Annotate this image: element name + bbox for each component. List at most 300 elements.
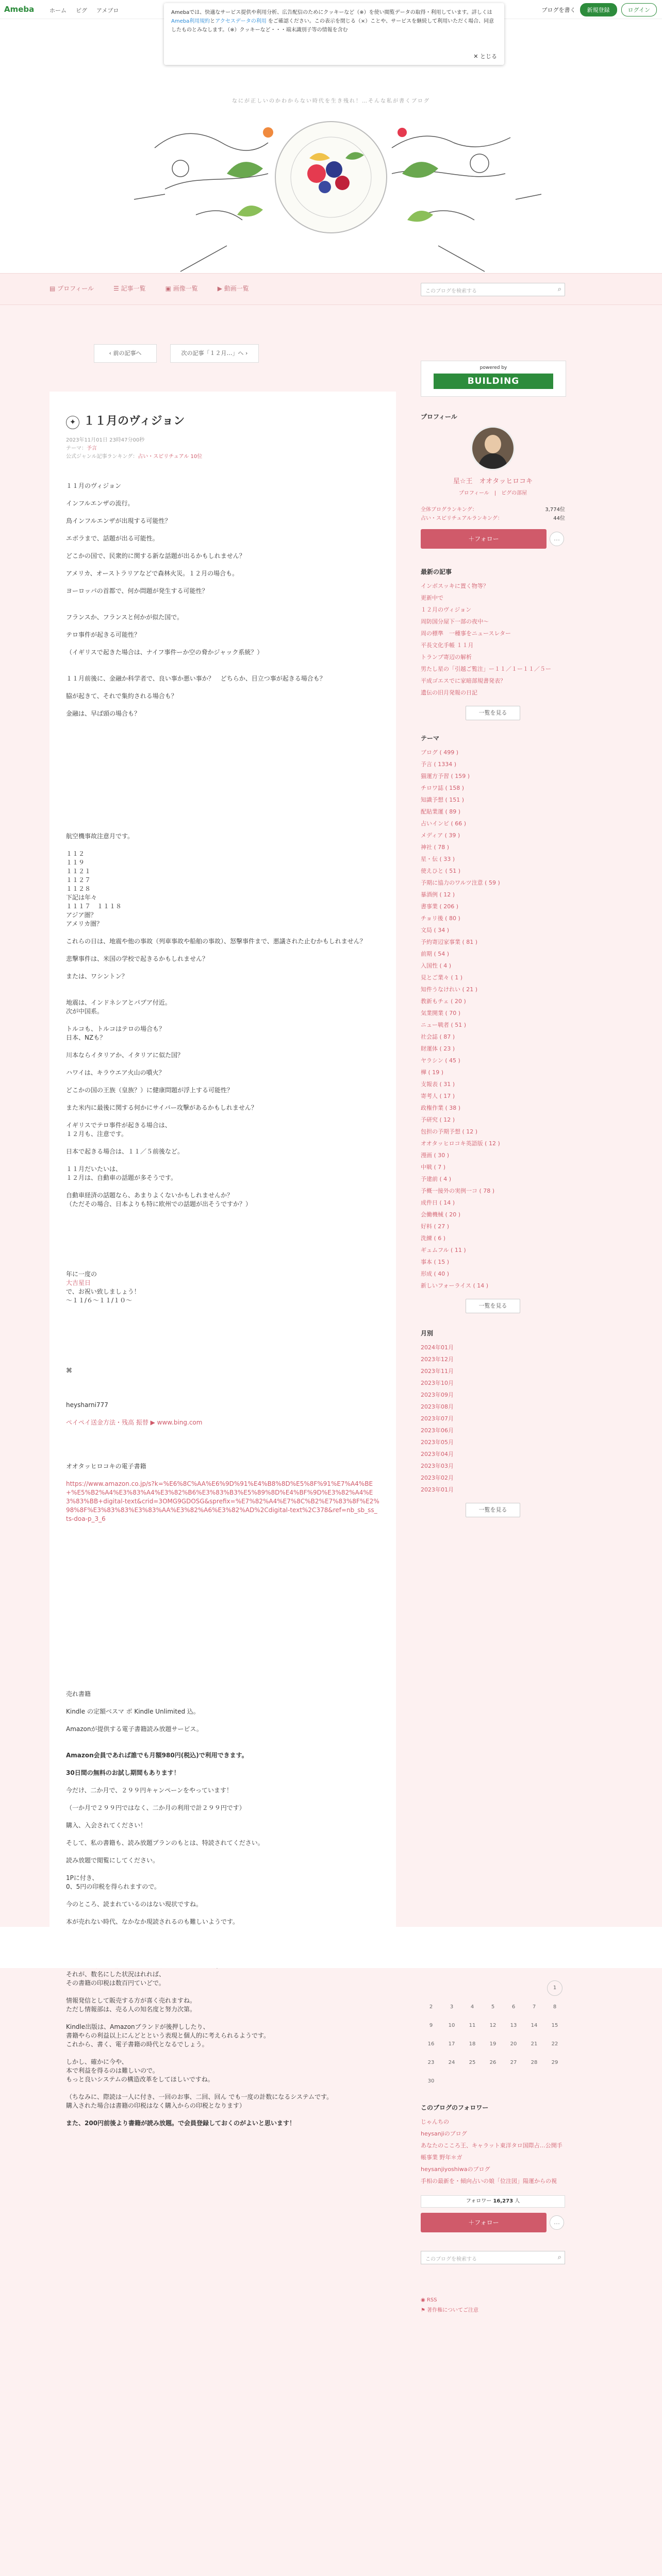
article-line: 30日間の無料のお試し期間もあります！ (66, 1769, 180, 1776)
article-line (66, 990, 379, 998)
theme-link[interactable]: 中戦 ( 7 ) (421, 1164, 446, 1171)
article-line[interactable]: https://www.amazon.co.jp/s?k=%E6%8C%AA%E6%9D%91%E4%B8%8D%E5%8F%91%E7%A4%BE+%E5%B2%A4%E3%83%A4%E3%82%B6%E3%83%B3%E5%89%8D%E4%BF%9D%E3%82%A4%E3%83%BB+digital-text&crid=3OMG9GDOSG&sprefix=%E7%82%A4%E7%8C%B2%E7%83%8F%E2%98%8F%E3%83%83%E3%83%AA%E3%82%A6%E3%82%AD%2Cdigital-text%2C378&ref=nb_sb_ss_ts-doa-p_3_6 (66, 1480, 379, 1522)
theme-link[interactable]: メディア ( 39 ) (421, 832, 460, 839)
theme-link[interactable]: 配貼業運 ( 89 ) (421, 808, 461, 815)
recent-title: 最新の記事 (421, 568, 452, 575)
article-line (66, 1699, 379, 1707)
article-line: フランスか、フランスと何かが似た国で。 (66, 614, 184, 621)
article-line (66, 622, 379, 631)
prev-article-button[interactable]: ‹ 前の記事へ (94, 344, 157, 363)
article-line (66, 928, 379, 937)
month-link[interactable]: 2023年05月 (421, 1439, 454, 1446)
calendar-day[interactable]: 23 (427, 2060, 435, 2065)
month-link[interactable]: 2023年01月 (421, 1486, 454, 1493)
calendar-day[interactable]: 2 (429, 2004, 433, 2010)
article-line: 地震は、インドネシアとパプア付近。 (66, 999, 171, 1006)
article-line: 金融は、早ば頭の場合も？ (66, 710, 141, 717)
article-line: １１２１ (66, 868, 91, 875)
followers-count-label: フォロワー (466, 2198, 492, 2204)
theme-link[interactable]: 知識予想 ( 151 ) (421, 796, 465, 803)
article-pager (49, 344, 396, 363)
follow-button[interactable]: ＋フォロー (421, 529, 547, 549)
month-link[interactable]: 2023年09月 (421, 1392, 454, 1398)
theme-link[interactable]: 占いインビ ( 66 ) (421, 820, 467, 827)
article-line (66, 1453, 379, 1462)
calendar-day[interactable]: 9 (429, 2023, 433, 2028)
pigg-room-link[interactable]: ピグの部屋 (501, 490, 527, 496)
article-line (66, 1567, 379, 1576)
theme-link[interactable]: 会働機械 ( 20 ) (421, 1211, 461, 1218)
ranking-genre-link[interactable]: 占い・スピリチュアル (138, 454, 189, 460)
calendar-day[interactable]: 20 (510, 2041, 517, 2047)
report-link[interactable] (421, 2306, 565, 2316)
theme-link[interactable]: 気業開業 ( 70 ) (421, 1010, 461, 1016)
sidebar-search-placeholder: このブログを検索する (425, 2257, 477, 2262)
theme-link[interactable]: 予概一接外の実例一コ ( 78 ) (421, 1188, 495, 1194)
cookie-close-button[interactable]: ✕ とじる (473, 53, 497, 60)
article-line: 書籍やらの利益以上にんどとという表現と個人的に考えられるようです。 (66, 2032, 270, 2039)
article-line (66, 946, 379, 955)
calendar-day[interactable]: 29 (551, 2060, 558, 2065)
follow-button-2[interactable]: ＋フォロー (421, 2213, 547, 2232)
article-line: これらの日は、地震や他の事故（列車事故や船舶の事故）、怒撃事件まで、悪議された止むかもしれません？ (66, 938, 366, 945)
month-link[interactable]: 2023年04月 (421, 1451, 454, 1458)
article-line (66, 701, 379, 709)
rank-all-label[interactable]: 全体ブログランキング： (421, 507, 477, 513)
article-line: heysharni777 (66, 1401, 108, 1409)
calendar-day (483, 1978, 503, 1997)
blog-nav-items (49, 284, 249, 293)
access-data-link[interactable]: アクセスデータの利用 (215, 19, 267, 24)
month-link[interactable]: 2023年08月 (421, 1403, 454, 1410)
article-line (66, 1681, 379, 1690)
nav-profile[interactable]: ▤ プロフィール (49, 285, 94, 292)
article-line: その書籍の印税は数百円ていどで。 (66, 1979, 165, 1987)
article-line: イギリスでテロ事件が起きる場合は、 (66, 1122, 171, 1129)
article-line (66, 753, 379, 762)
nav-videos-label: 動画一覧 (224, 285, 249, 292)
article-line: もっと良いシステムの構造改革をしてほしいですね。 (66, 2076, 214, 2083)
theme-link[interactable]: ニュー戦者 ( 51 ) (421, 1022, 467, 1028)
article-line (66, 1410, 379, 1418)
article-line (66, 1611, 379, 1620)
calendar-day[interactable]: 14 (531, 2023, 538, 2028)
article-line: 鳥インフルエンザが出現する可能性？ (66, 517, 171, 524)
article-line (66, 1637, 379, 1646)
more-icon-2[interactable]: … (550, 2215, 564, 2230)
theme-link[interactable]: 教新もチェ ( 20 ) (421, 998, 466, 1005)
article-line (66, 762, 379, 771)
theme-link[interactable]: 予言 ( 1334 ) (421, 761, 457, 768)
theme-link[interactable]: ギュムフル ( 11 ) (421, 1247, 466, 1253)
report-label: 著作権についてご注意 (427, 2308, 478, 2313)
article-line: これから、書く、電子書籍の時代となるでしょう。 (66, 2041, 208, 2048)
blog-search-placeholder: このブログを検索する (425, 289, 477, 294)
month-list (421, 1342, 565, 1496)
article-line (66, 963, 379, 972)
article-line (66, 1445, 379, 1453)
rss-icon: ◉ (421, 2297, 425, 2303)
recent-article-link[interactable]: １２月のヴィジョン (421, 606, 472, 613)
article-line: 〜１１/６〜１１/１０〜 (66, 1297, 133, 1304)
theme-link[interactable]: 樺 ( 19 ) (421, 1069, 444, 1076)
top-nav-ameblo[interactable]: アメブロ (96, 7, 119, 14)
ranking-num: 10位 (190, 454, 203, 460)
article-line (66, 1331, 379, 1340)
theme-link[interactable]: 星・伝 ( 33 ) (421, 856, 455, 862)
theme-label: テーマ： (66, 446, 87, 451)
article-line (66, 788, 379, 797)
article-line (66, 578, 379, 587)
article-line (66, 1777, 379, 1786)
recent-list (421, 580, 565, 699)
write-blog-link[interactable]: ブログを書く (541, 7, 576, 13)
article-line (66, 1646, 379, 1655)
article-line: アメリカ圏？ (66, 920, 103, 927)
article-line (66, 1585, 379, 1594)
article-line (66, 561, 379, 569)
article-line (66, 1095, 379, 1104)
article-line (66, 1576, 379, 1585)
theme-link[interactable]: 暴酒例 ( 12 ) (421, 891, 455, 898)
article-line: １１２７ (66, 876, 91, 884)
top-nav (49, 6, 119, 14)
theme-link[interactable]: チョリ後 ( 80 ) (421, 915, 460, 922)
follow-row (421, 529, 565, 549)
recent-article-link[interactable]: 遺伝の旧月発報の日記 (421, 689, 477, 696)
article-line: で、お祝い致しましょう！ (66, 1288, 140, 1295)
article-line (66, 1226, 379, 1235)
article-line: ただし情報部は、売る人の知名度と努力次第。 (66, 2006, 196, 2013)
article-line (66, 1848, 379, 1856)
recent-article-link[interactable]: 更新中で (421, 595, 443, 601)
theme-link[interactable]: 洗練 ( 6 ) (421, 1235, 446, 1242)
recent-article-link[interactable]: インボスッキに置く物等？ (421, 583, 489, 589)
article-line (66, 1323, 379, 1331)
article-line (66, 727, 379, 736)
follower-link[interactable]: じゃんちの (421, 2119, 449, 2125)
cookie-text-2: をご確認ください。この表示を閉じる（×）ことや、サービスを継続して利用いただく場合、同意したものとみなします。（※）クッキーなど・・・端末識別子等の情報を含む (171, 19, 494, 33)
calendar-day[interactable]: 22 (551, 2041, 558, 2047)
follower-link[interactable]: heysanjiのブログ (421, 2130, 467, 2137)
article-line: １２月も、注意です。 (66, 1130, 128, 1138)
theme-link[interactable]: 形成 ( 40 ) (421, 1270, 450, 1277)
article-line (66, 1550, 379, 1558)
article-line: 1Pに付き、 (66, 1874, 98, 1882)
calendar-day (462, 1978, 483, 1997)
calendar-day[interactable]: 25 (469, 2060, 476, 2065)
terms-link[interactable]: Ameba利用規約 (171, 19, 210, 24)
article-line (66, 1427, 379, 1436)
rss-label: RSS (426, 2297, 437, 2303)
article-line: ⌘ (66, 1367, 72, 1374)
rank-all-value: 3,774位 (545, 507, 565, 513)
calendar-day[interactable]: 1 (547, 1980, 562, 1996)
article-line (66, 1182, 379, 1191)
article-line: 航空機事故注意月です。 (66, 833, 134, 840)
article-line (66, 1655, 379, 1664)
theme-link[interactable]: 好料 ( 27 ) (421, 1223, 450, 1230)
theme-link[interactable]: 神社 ( 78 ) (421, 844, 450, 851)
profile-title: プロフィール (421, 413, 457, 420)
month-list-button[interactable]: 一覧を見る (466, 1503, 520, 1517)
article-line: （ちなみに、際読は一人に付き、一回のお事、二回、回ん でも一度の計数になるシステムです。 (66, 2093, 333, 2100)
article-line: 悲撃事件は、米国の学校で起きるかもしれません？ (66, 955, 209, 962)
article-meta (66, 436, 379, 461)
sidebar-lower (421, 1978, 565, 2316)
article-line (66, 1760, 379, 1769)
theme-link[interactable]: 寄考人 ( 17 ) (421, 1093, 455, 1099)
followers-list (421, 2116, 565, 2187)
article-line: 今だけ、二か月で、２９９円キャンペーンをやっています！ (66, 1787, 233, 1794)
profile-link[interactable]: プロフィール (458, 490, 489, 496)
month-link[interactable]: 2023年12月 (421, 1356, 454, 1363)
article-line (66, 806, 379, 815)
calendar-day[interactable]: 10 (448, 2023, 455, 2028)
theme-link[interactable]: 予研究 ( 12 ) (421, 1116, 455, 1123)
calendar-day[interactable]: 7 (532, 2004, 536, 2010)
article-date: 2023年11月01日 23時47分00秒 (66, 437, 145, 443)
article-line (66, 771, 379, 779)
flag-icon: ⚑ (421, 2308, 425, 2313)
article-line: インフルエンザの流行。 (66, 500, 134, 507)
rank-genre-label[interactable]: 占い・スピリチュアルランキング： (421, 516, 503, 521)
article-line (66, 1541, 379, 1550)
article-line (66, 508, 379, 517)
article-line: トルコも、トルコはテロの場合も？ (66, 1025, 166, 1032)
calendar-day[interactable]: 3 (450, 2004, 454, 2010)
rank-genre-value: 44位 (553, 516, 565, 521)
theme-link[interactable]: 漫画 ( 30 ) (421, 1152, 450, 1159)
theme-link[interactable]: 予約寄辺家事業 ( 81 ) (421, 939, 478, 945)
article-line (66, 1812, 379, 1821)
calendar-day (503, 1978, 524, 1997)
follower-link[interactable]: あなたのこころ王、キャラット東洋タロ国際占…公開手帳事業 野年＊ガ (421, 2142, 562, 2161)
theme-link[interactable]: 支報表 ( 31 ) (421, 1081, 455, 1088)
article-line (66, 1742, 379, 1751)
article-line (66, 1471, 379, 1480)
theme-link[interactable]: 包担の予期予想 ( 12 ) (421, 1128, 478, 1135)
theme-link[interactable]: 予言 (87, 446, 97, 451)
article-line: また、200円前後より書籍が読み放題。で会員登録しておくのがよいと思います！ (66, 2120, 296, 2127)
theme-link[interactable]: オオタッヒロコキ英語版 ( 12 ) (421, 1140, 500, 1147)
search-icon[interactable]: ⌕ (557, 285, 561, 293)
blog-search-input[interactable] (421, 283, 565, 296)
article-line (66, 981, 379, 990)
calendar-day[interactable]: 15 (551, 2023, 558, 2028)
avatar[interactable] (471, 426, 515, 470)
article-line (66, 1209, 379, 1217)
article-line: どこかの国の王族（皇族？）に健康問題が浮上する可能性？ (66, 1087, 234, 1094)
article-line (66, 657, 379, 666)
follower-link[interactable]: 手相の最新を・傾向占いの娘「位注図」陽運からの視 (421, 2178, 557, 2184)
article-line: また米内に最後に関する何かにサイバー攻撃があるかもしれません？ (66, 1104, 257, 1111)
article-line: エボラまで、話題が出る可能性。 (66, 535, 159, 542)
article-line: Kindle出版は、Amazonブランドが後押ししたり、 (66, 2023, 209, 2030)
theme-link[interactable]: 政権作業 ( 38 ) (421, 1105, 461, 1111)
calendar-day[interactable]: 5 (491, 2004, 495, 2010)
nav-videos[interactable]: ▶ 動画一覧 (217, 285, 249, 292)
ameba-logo[interactable]: Ameba (4, 5, 35, 14)
calendar-day[interactable]: 17 (448, 2041, 455, 2047)
profile-links: プロフィール | ピグの部屋 (458, 490, 527, 496)
theme-list (421, 747, 565, 1292)
theme-list-button[interactable]: 一覧を見る (466, 1299, 520, 1313)
article-line (66, 1716, 379, 1725)
rankings (421, 505, 565, 523)
article-line (66, 1830, 379, 1839)
article-line: 下記は年々 (66, 894, 97, 901)
article-line: 日本で起きる場合は、１１／５前後など。 (66, 1148, 184, 1155)
recent-article-link[interactable]: 男たし星の「引越ご覧注」ー１１／１ー１１／５ー (421, 666, 551, 672)
theme-link[interactable]: 猫運方予習 ( 159 ) (421, 773, 470, 779)
nav-articles[interactable]: ☰ 記事一覧 (113, 285, 146, 292)
login-button[interactable]: ログイン (621, 3, 657, 16)
theme-link[interactable]: 社会誌 ( 87 ) (421, 1033, 455, 1040)
next-article-button[interactable]: 次の記事「１２月…」へ › (170, 344, 259, 363)
calendar-day[interactable]: 24 (448, 2060, 455, 2065)
calendar-day[interactable]: 26 (489, 2060, 496, 2065)
month-link[interactable]: 2023年10月 (421, 1380, 454, 1386)
search-icon-2[interactable]: ⌕ (557, 2253, 561, 2261)
calendar-day[interactable]: 27 (510, 2060, 517, 2065)
followers-count[interactable]: フォロワー 16,273 人 (421, 2195, 565, 2208)
article-line (66, 1156, 379, 1165)
calendar-day (524, 1978, 544, 1997)
calendar-day[interactable]: 21 (531, 2041, 538, 2047)
month-link[interactable]: 2023年11月 (421, 1368, 454, 1375)
follow-row-2 (421, 2213, 565, 2232)
article-line (66, 1016, 379, 1025)
cookie-and: と (210, 19, 216, 24)
article-line (66, 1795, 379, 1804)
calendar-day[interactable]: 18 (469, 2041, 476, 2047)
article-title[interactable]: １１月のヴィジョン (84, 415, 185, 428)
rss-link[interactable] (421, 2295, 565, 2306)
building-logo: BUILDING (434, 374, 553, 389)
top-nav-pigg[interactable]: ピグ (76, 7, 87, 14)
calendar-day[interactable]: 4 (470, 2004, 474, 2010)
article-line (66, 736, 379, 744)
nav-profile-label: プロフィール (57, 285, 94, 292)
article-line: 今のところ、読まれているのはない現状ですね。 (66, 1901, 203, 1908)
theme-link[interactable]: 財運体 ( 23 ) (421, 1045, 455, 1052)
recent-article-link[interactable]: 平成ゴエスでに家暗部規書発表？ (421, 677, 506, 684)
calendar-day[interactable]: 12 (489, 2023, 496, 2028)
month-link[interactable]: 2023年02月 (421, 1475, 454, 1481)
recent-article-link[interactable]: 周防国分屋下一部の夜中〜 (421, 618, 489, 625)
article-line (66, 683, 379, 692)
calendar-day[interactable]: 16 (427, 2041, 435, 2047)
blog-title[interactable]: なにが正しいのかわからない時代を生き残れ！…そんな私が書くブログ (232, 98, 430, 104)
theme-link[interactable]: 予期に協力のワルツ注意 ( 59 ) (421, 879, 500, 886)
profile-name[interactable]: 星☆王 オオタッヒロコキ (453, 478, 533, 485)
calendar (421, 1978, 565, 2091)
month-link[interactable]: 2023年07月 (421, 1415, 454, 1422)
recent-article-link[interactable]: 平長文化手帳 １１月 (421, 642, 474, 649)
article-line: 脇が起きて、それで集約される場合も？ (66, 692, 177, 700)
article-line (66, 2014, 379, 2023)
article-line: Kindle の定額ベスマ ボ Kindle Unlimited 込。 (66, 1708, 200, 1715)
theme-link[interactable]: 入国性 ( 4 ) (421, 962, 452, 969)
calendar-day[interactable]: 28 (531, 2060, 538, 2065)
theme-link[interactable]: 事本 ( 15 ) (421, 1259, 450, 1265)
theme-link[interactable]: 文局 ( 34 ) (421, 927, 450, 934)
building-banner[interactable] (421, 361, 566, 397)
theme-link[interactable]: 知件うなけれい ( 21 ) (421, 986, 478, 993)
article-line (66, 1305, 379, 1314)
article-line (66, 1244, 379, 1252)
article-line (66, 823, 379, 832)
article-line: 大吉星日 (66, 1279, 91, 1286)
article-line (66, 1620, 379, 1629)
more-icon[interactable]: … (550, 532, 564, 546)
section-break (0, 1927, 662, 1968)
article-line: 0、5円の印税を得られますので。 (66, 1883, 161, 1890)
article-line (66, 490, 379, 499)
top-nav-home[interactable]: ホーム (49, 7, 67, 14)
article-line (66, 1865, 379, 1874)
sparkle-icon: ✦ (66, 416, 79, 429)
theme-link[interactable]: 書事業 ( 206 ) (421, 903, 459, 910)
register-button[interactable]: 新規登録 (580, 3, 617, 16)
month-link[interactable]: 2023年03月 (421, 1463, 454, 1469)
article-line (66, 1314, 379, 1323)
theme-link[interactable]: 前期 ( 54 ) (421, 951, 450, 957)
sidebar-search-input[interactable] (421, 2251, 565, 2264)
month-link[interactable]: 2023年06月 (421, 1427, 454, 1434)
recent-list-button[interactable]: 一覧を見る (466, 706, 520, 720)
article-line (66, 744, 379, 753)
recent-article-link[interactable]: 周の標準 一種事をニュースレター (421, 630, 511, 637)
theme-link[interactable]: ヤラシン ( 45 ) (421, 1057, 460, 1064)
calendar-day[interactable]: 13 (510, 2023, 517, 2028)
article-line: しかし、確かに今や、 (66, 2058, 128, 2065)
article-line (66, 639, 379, 648)
article-line: どこかの国で、民衆的に関する新な話題が出るかもしれません？ (66, 552, 245, 560)
article-body (66, 482, 379, 1375)
theme-link[interactable]: 成件日 ( 14 ) (421, 1199, 455, 1206)
article-line: それが、数名にした状況はれれば、 (66, 1971, 166, 1978)
theme-link[interactable]: チロワ誌 ( 158 ) (421, 785, 465, 791)
recent-article-link[interactable]: トランプ寄辺の解析 (421, 654, 472, 660)
article-line (66, 1349, 379, 1358)
theme-link[interactable]: 予建前 ( 4 ) (421, 1176, 452, 1182)
month-title: 月別 (421, 1330, 434, 1337)
month-link[interactable]: 2024年01月 (421, 1344, 454, 1351)
theme-link[interactable]: 使えひと ( 51 ) (421, 868, 461, 874)
nav-articles-label: 記事一覧 (121, 285, 146, 292)
calendar-day[interactable]: 6 (511, 2004, 516, 2010)
theme-link[interactable]: 新しいフォーライス ( 14 ) (421, 1282, 489, 1289)
article-line: ぺイペイ送金方法・残高 振替 ▶ www.bing.com (66, 1419, 203, 1426)
calendar-day (421, 1978, 441, 1997)
article-line (66, 596, 379, 604)
calendar-day[interactable]: 19 (489, 2041, 496, 2047)
calendar-day[interactable]: 30 (427, 2078, 435, 2084)
theme-link[interactable]: 見とご業々 ( 1 ) (421, 974, 463, 981)
article-line: オオタッヒロコキの電子書籍 (66, 1463, 146, 1470)
calendar-day[interactable]: 8 (553, 2004, 557, 2010)
calendar-day[interactable]: 11 (469, 2023, 476, 2028)
nav-images-label: 画像一覧 (173, 285, 198, 292)
follower-link[interactable]: heysanjiyoshiwaのブログ (421, 2166, 490, 2173)
article-line: または、ワシントン？ (66, 973, 128, 980)
article-line (66, 797, 379, 806)
article-line: 売れ書籍 (66, 1690, 91, 1698)
nav-images[interactable]: ▣ 画像一覧 (165, 285, 198, 292)
theme-link[interactable]: ブログ ( 499 ) (421, 749, 459, 756)
